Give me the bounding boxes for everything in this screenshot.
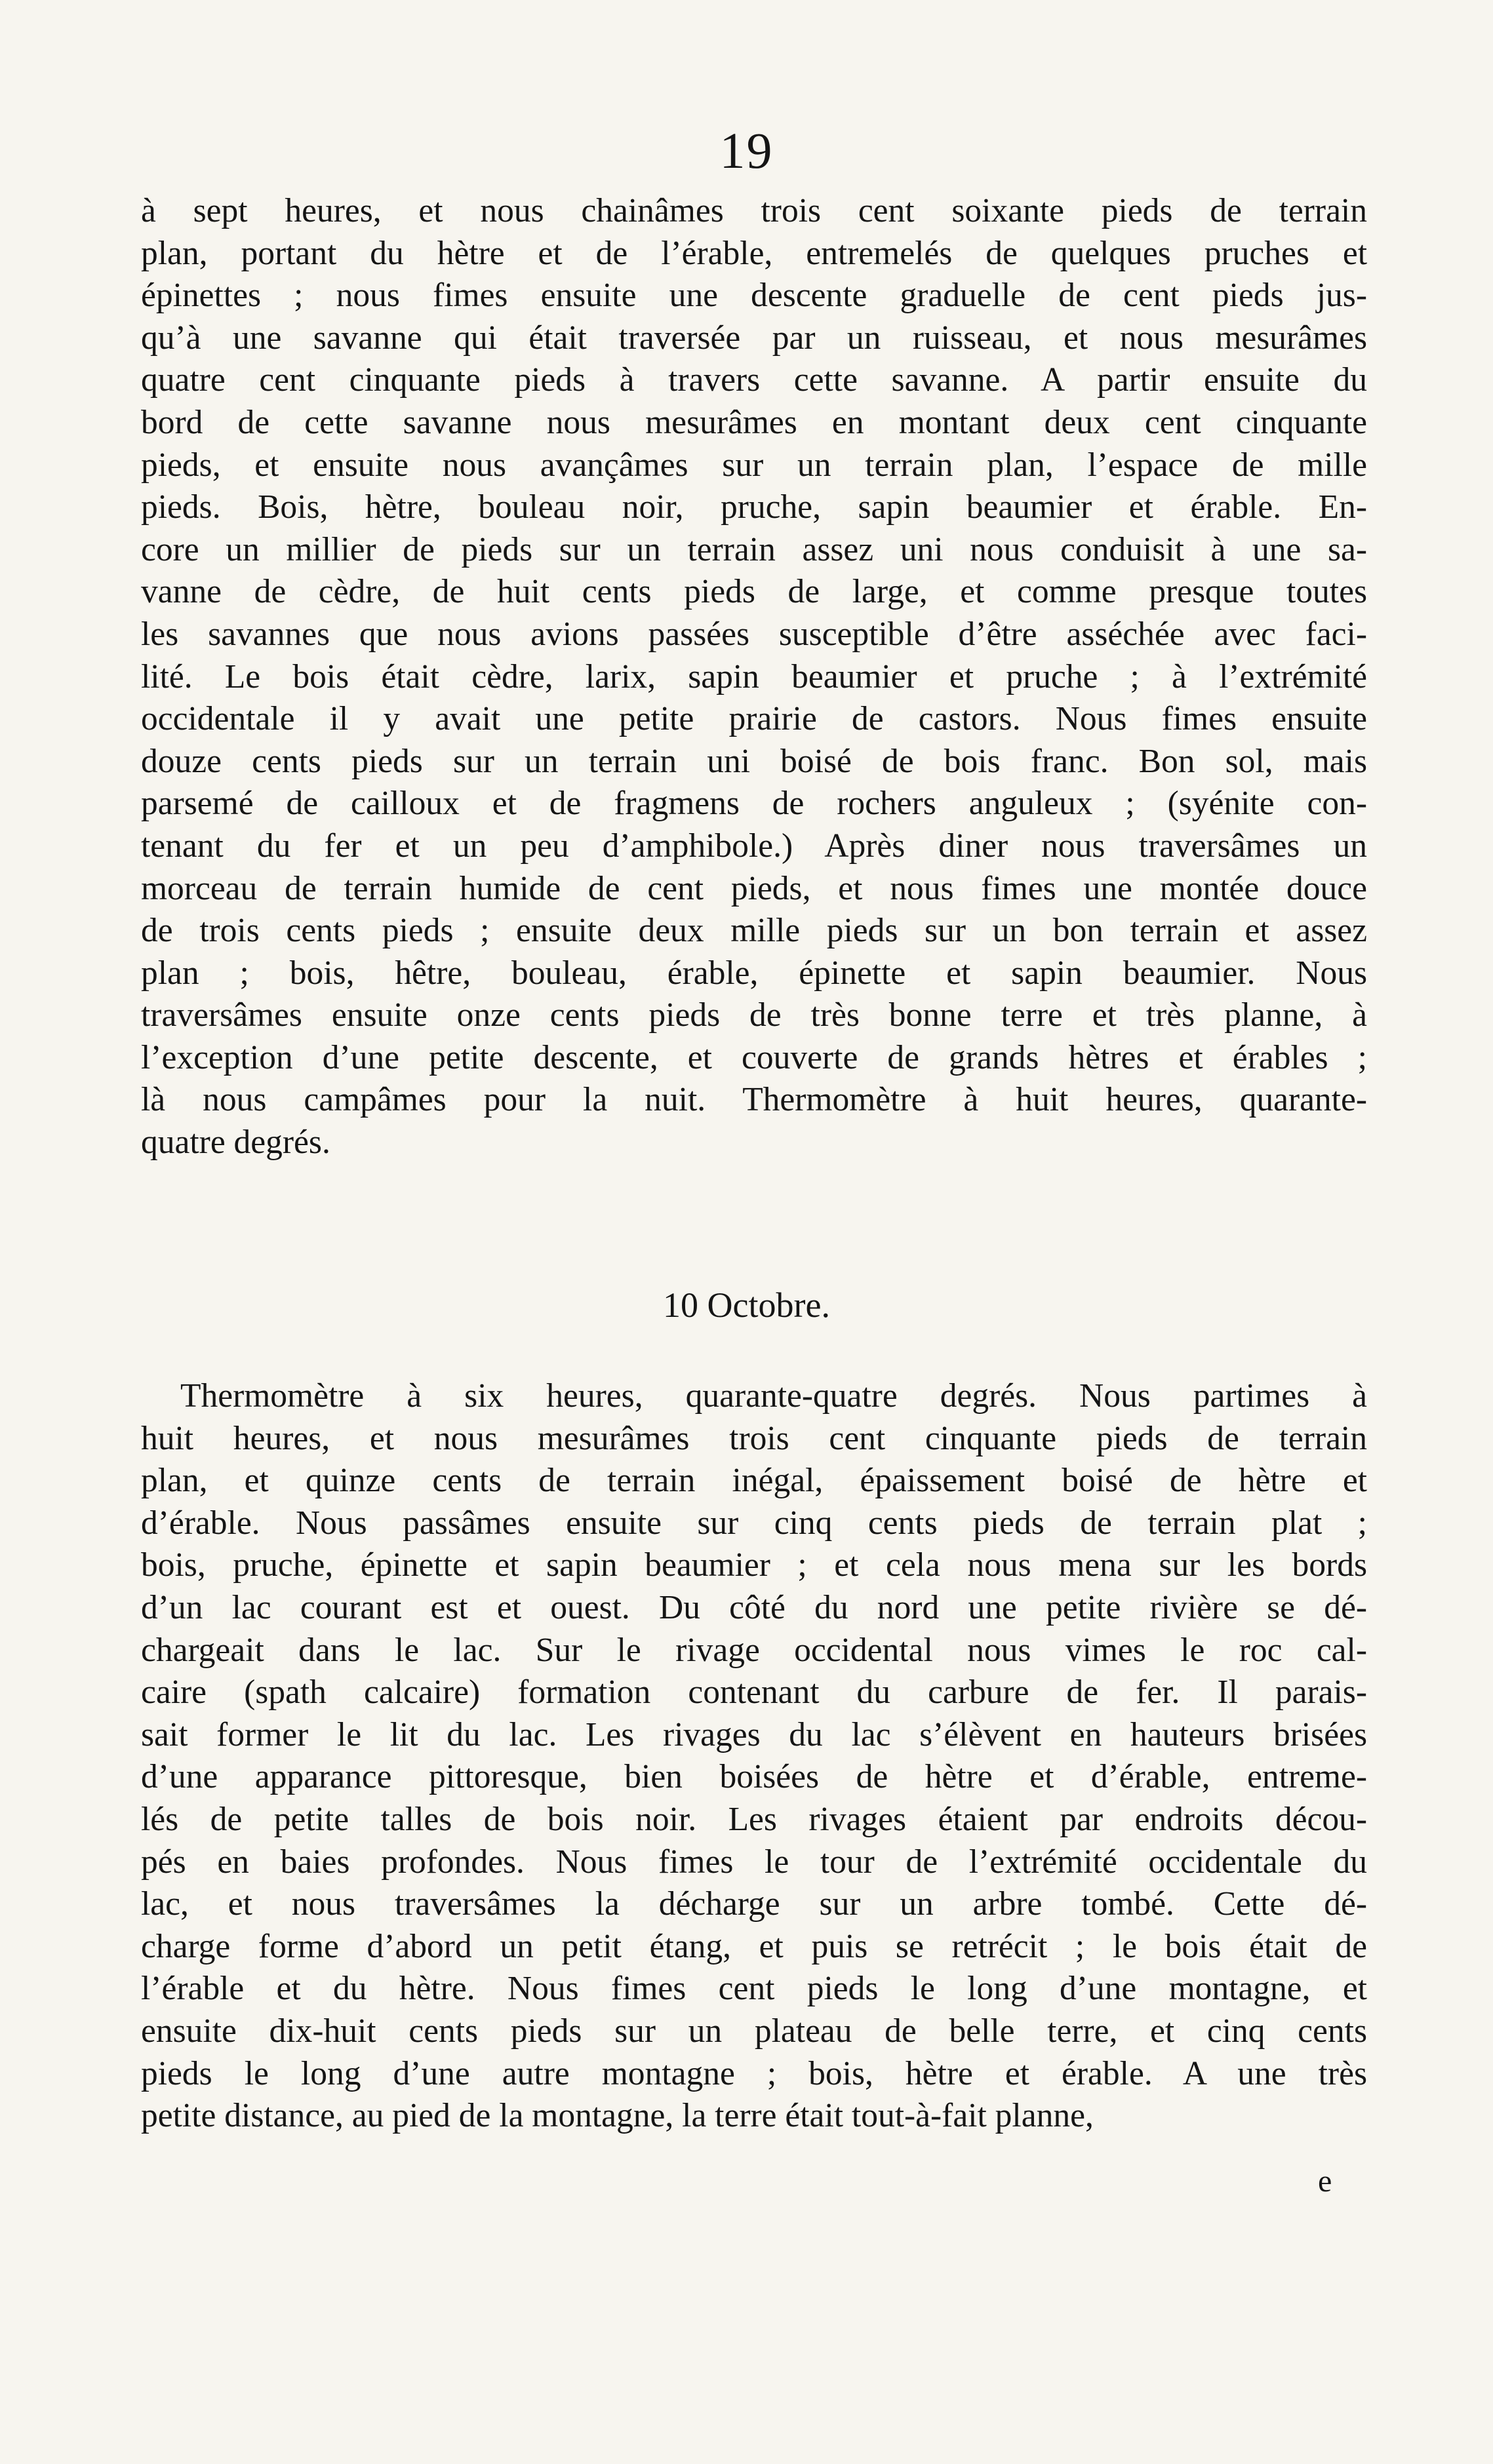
text-line: occidentale il y avait une petite prairie de castors. Nous fimes ensuite [141, 700, 1367, 738]
text-line: pés en baies profondes. Nous fimes le tour de l’extrémité occidentale du [141, 1843, 1367, 1881]
text-line: pieds. Bois, hètre, bouleau noir, pruche, sapin beaumier et érable. En- [141, 488, 1367, 526]
text-line: lité. Le bois était cèdre, larix, sapin beaumier et pruche ; à l’extrémité [141, 657, 1367, 695]
text-line: parsemé de cailloux et de fragmens de rochers anguleux ; (syénite con- [141, 785, 1367, 823]
text-line: vanne de cèdre, de huit cents pieds de large, et comme presque toutes [141, 573, 1367, 611]
text-line: sait former le lit du lac. Les rivages du lac s’élèvent en hauteurs brisées [141, 1715, 1367, 1753]
text-line: bord de cette savanne nous mesurâmes en montant deux cent cinquante [141, 403, 1367, 441]
signature-mark: e [1318, 2164, 1332, 2199]
paragraph-2 [141, 1375, 1367, 2138]
text-line: petite distance, au pied de la montagne, la terre était tout-à-fait planne, [141, 2097, 1094, 2135]
text-line: bois, pruche, épinette et sapin beaumier ; et cela nous mena sur les bords [141, 1546, 1367, 1584]
text-line: traversâmes ensuite onze cents pieds de très bonne terre et très planne, à [141, 996, 1367, 1034]
text-line: quatre cent cinquante pieds à travers cette savanne. A partir ensuite du [141, 361, 1367, 399]
text-line: pieds, et ensuite nous avançâmes sur un terrain plan, l’espace de mille [141, 446, 1367, 484]
text-line: tenant du fer et un peu d’amphibole.) Après diner nous traversâmes un [141, 827, 1367, 865]
text-line: plan, portant du hètre et de l’érable, entremelés de quelques pruches et [141, 234, 1367, 272]
text-line: pieds le long d’une autre montagne ; bois, hètre et érable. A une très [141, 2054, 1367, 2092]
text-line: douze cents pieds sur un terrain uni boisé de bois franc. Bon sol, mais [141, 742, 1367, 780]
text-line: là nous campâmes pour la nuit. Thermomètre à huit heures, quarante- [141, 1081, 1367, 1119]
text-line: à sept heures, et nous chainâmes trois cent soixante pieds de terrain [141, 192, 1367, 229]
paragraph-1 [141, 190, 1367, 1164]
text-line: d’un lac courant est et ouest. Du côté du nord une petite rivière se dé- [141, 1588, 1367, 1626]
text-line: lés de petite talles de bois noir. Les rivages étaient par endroits décou- [141, 1800, 1367, 1838]
text-line: morceau de terrain humide de cent pieds, et nous fimes une montée douce [141, 869, 1367, 907]
section-heading: 10 Octobre. [663, 1285, 830, 1325]
text-line: huit heures, et nous mesurâmes trois cent cinquante pieds de terrain [141, 1419, 1367, 1457]
text-line: de trois cents pieds ; ensuite deux mille pieds sur un bon terrain et assez [141, 912, 1367, 950]
text-line: charge forme d’abord un petit étang, et puis se retrécit ; le bois était de [141, 1927, 1367, 1965]
text-line: plan ; bois, hêtre, bouleau, érable, épinette et sapin beaumier. Nous [141, 954, 1367, 992]
text-line: l’érable et du hètre. Nous fimes cent pieds le long d’une montagne, et [141, 1970, 1367, 2008]
text-line: Thermomètre à six heures, quarante-quatre degrés. Nous partimes à [180, 1377, 1367, 1415]
text-line: les savannes que nous avions passées susceptible d’être asséchée avec faci- [141, 615, 1367, 653]
text-line: qu’à une savanne qui était traversée par un ruisseau, et nous mesurâmes [141, 319, 1367, 357]
text-line: épinettes ; nous fimes ensuite une descente graduelle de cent pieds jus- [141, 277, 1367, 315]
text-line: lac, et nous traversâmes la décharge sur un arbre tombé. Cette dé- [141, 1885, 1367, 1923]
text-line: d’une apparance pittoresque, bien boisées de hètre et d’érable, entreme- [141, 1758, 1367, 1796]
text-line: caire (spath calcaire) formation contenant du carbure de fer. Il parais- [141, 1673, 1367, 1711]
text-line: chargeait dans le lac. Sur le rivage occidental nous vimes le roc cal- [141, 1631, 1367, 1669]
text-line: l’exception d’une petite descente, et couverte de grands hètres et érables ; [141, 1038, 1367, 1076]
text-line: core un millier de pieds sur un terrain assez uni nous conduisit à une sa- [141, 530, 1367, 568]
text-line: d’érable. Nous passâmes ensuite sur cinq cents pieds de terrain plat ; [141, 1504, 1367, 1542]
text-line: ensuite dix-huit cents pieds sur un plateau de belle terre, et cinq cents [141, 2012, 1367, 2050]
page-number: 19 [719, 122, 774, 179]
text-line: quatre degrés. [141, 1124, 330, 1162]
text-line: plan, et quinze cents de terrain inégal, épaissement boisé de hètre et [141, 1462, 1367, 1500]
